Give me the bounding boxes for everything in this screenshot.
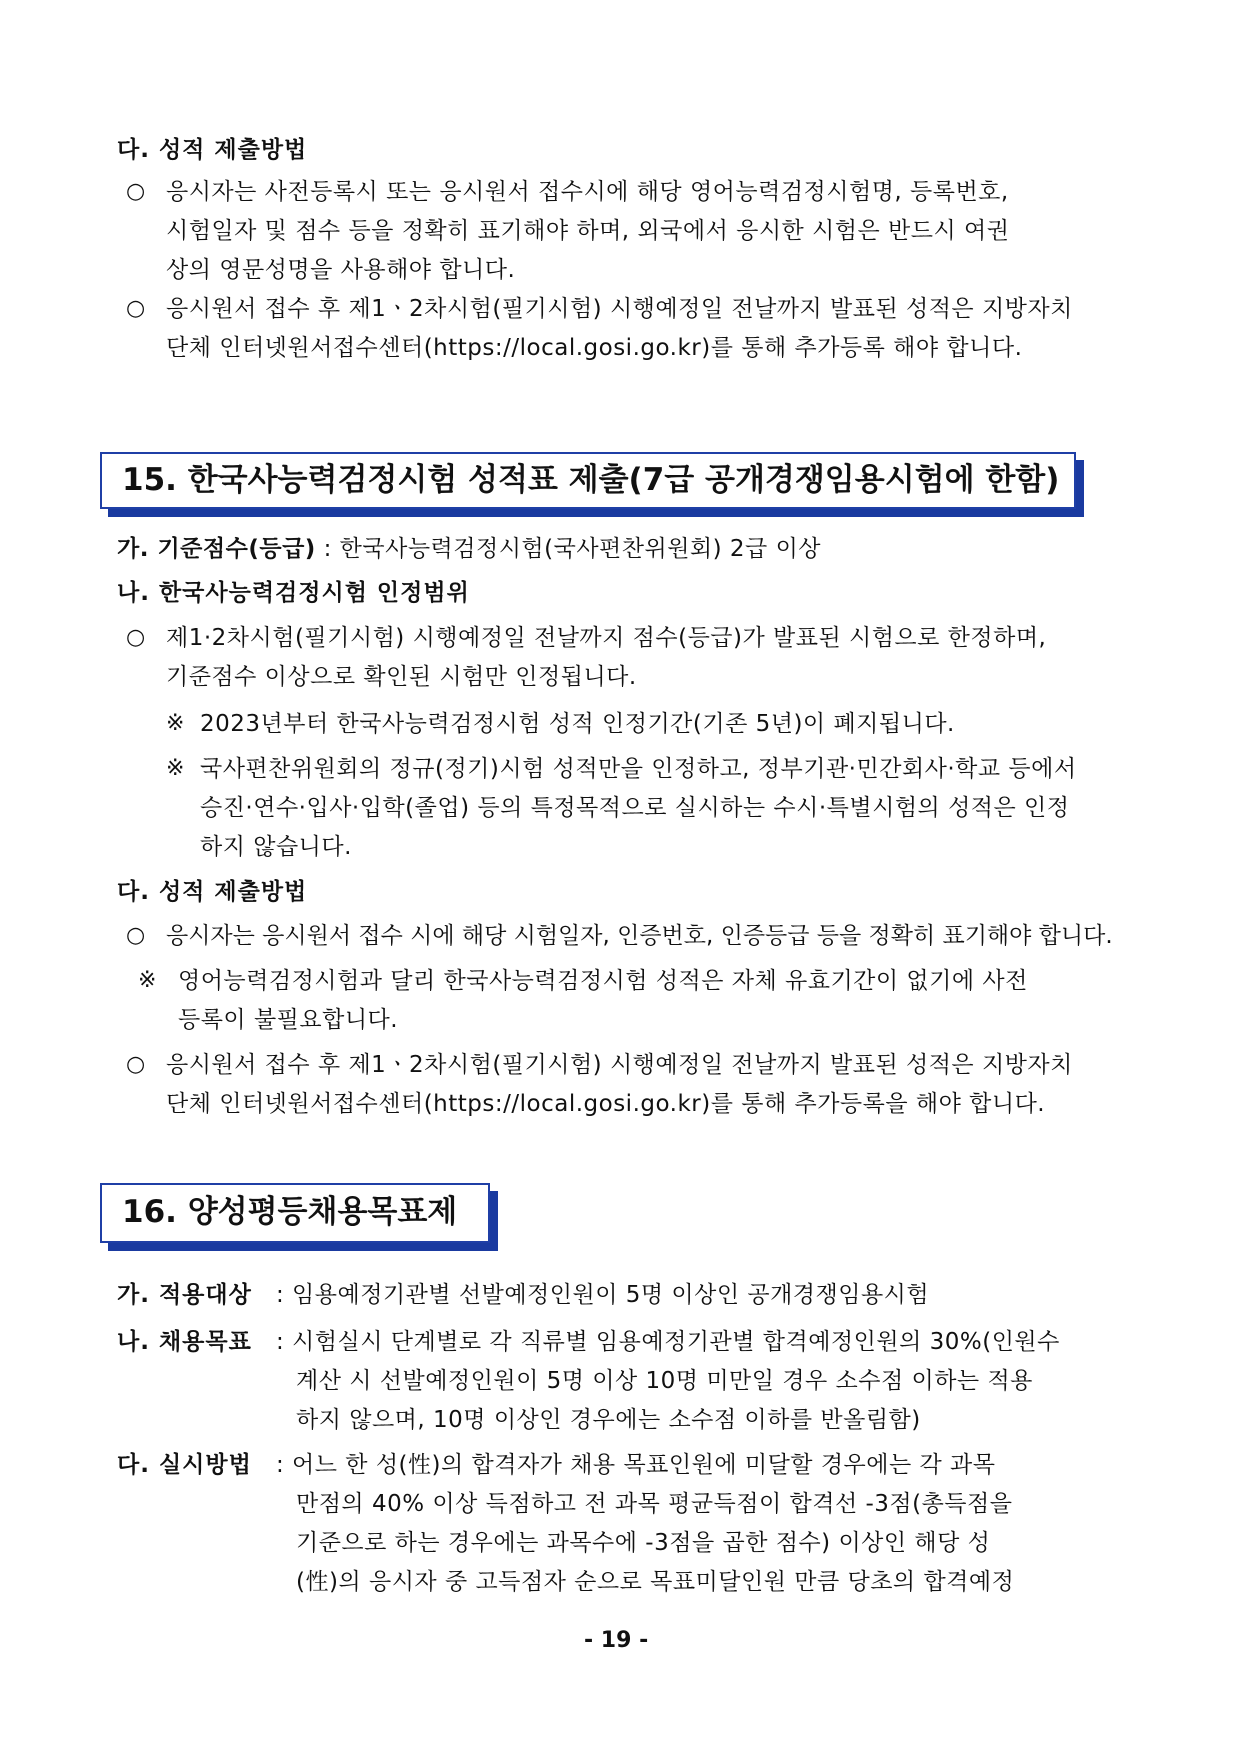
s15-na-b1-line2: 기준점수 이상으로 확인된 시험만 인정됩니다. xyxy=(166,664,637,690)
circle-bullet-icon: ○ xyxy=(126,1052,146,1077)
s15-da-note1-line1: 영어능력검정시험과 달리 한국사능력검정시험 성적은 자체 유효기간이 없기에 사전 xyxy=(178,968,1028,994)
circle-bullet-icon: ○ xyxy=(126,923,146,948)
s16-ga-label: 가. 적용대상 xyxy=(117,1282,252,1308)
s14-da-b2-line2: 단체 인터넷원서접수센터(https://local.gosi.go.kr)를 통해 추가등록 해야 합니다. xyxy=(166,335,1023,361)
circle-bullet-icon: ○ xyxy=(126,296,146,321)
s15-da-heading: 다. 성적 제출방법 xyxy=(117,879,308,905)
s16-na-line2: 계산 시 선발예정인원이 5명 이상 10명 미만일 경우 소수점 이하는 적용 xyxy=(296,1368,1033,1394)
s15-ga-item xyxy=(117,535,821,563)
s16-na-line3: 하지 않으며, 10명 이상인 경우에는 소수점 이하를 반올림함) xyxy=(296,1407,921,1433)
s16-na-label: 나. 채용목표 xyxy=(117,1329,252,1355)
reference-mark-icon: ※ xyxy=(166,711,185,736)
reference-mark-icon: ※ xyxy=(138,968,157,993)
s15-na-b1-line1: 제1·2차시험(필기시험) 시행예정일 전날까지 점수(등급)가 발표된 시험으로 한정하며, xyxy=(166,625,1047,651)
circle-bullet-icon: ○ xyxy=(126,625,146,650)
s16-na-line1: : 시험실시 단계별로 각 직류별 임용예정기관별 합격예정인원의 30%(인원수 xyxy=(276,1329,1060,1355)
s14-da-b1-line1: 응시자는 사전등록시 또는 응시원서 접수시에 해당 영어능력검정시험명, 등록번호, xyxy=(166,179,1009,205)
page-number: - 19 - xyxy=(584,1628,649,1653)
s16-da-line1: : 어느 한 성(性)의 합격자가 채용 목표인원에 미달할 경우에는 각 과목 xyxy=(276,1452,996,1478)
s15-da-b1-line1: 응시자는 응시원서 접수 시에 해당 시험일자, 인증번호, 인증등급 등을 정확히 표기해야 합니다. xyxy=(166,923,1113,949)
s14-da-b1-line3: 상의 영문성명을 사용해야 합니다. xyxy=(166,257,516,283)
s16-da-label: 다. 실시방법 xyxy=(117,1452,252,1478)
s14-da-b1-line2: 시험일자 및 점수 등을 정확히 표기해야 하며, 외국에서 응시한 시험은 반드시 여권 xyxy=(166,218,1010,244)
s15-da-note1-line2: 등록이 불필요합니다. xyxy=(178,1007,399,1033)
s15-na-note1-line1: 2023년부터 한국사능력검정시험 성적 인정기간(기존 5년)이 폐지됩니다. xyxy=(200,711,955,737)
s14-da-heading: 다. 성적 제출방법 xyxy=(117,137,308,163)
s16-da-line3: 기준으로 하는 경우에는 과목수에 -3점을 곱한 점수) 이상인 해당 성 xyxy=(296,1530,991,1556)
section-16-title: 16. 양성평등채용목표제 xyxy=(122,1194,458,1230)
s15-na-note2-line3: 하지 않습니다. xyxy=(200,834,352,860)
s16-ga-line1: : 임용예정기관별 선발예정인원이 5명 이상인 공개경쟁임용시험 xyxy=(276,1282,930,1308)
s15-da-b2-line2: 단체 인터넷원서접수센터(https://local.gosi.go.kr)를 통해 추가등록을 해야 합니다. xyxy=(166,1091,1046,1117)
s15-da-b2-line1: 응시원서 접수 후 제1ㆍ2차시험(필기시험) 시행예정일 전날까지 발표된 성적은 지방자치 xyxy=(166,1052,1073,1078)
s16-da-line2: 만점의 40% 이상 득점하고 전 과목 평균득점이 합격선 -3점(총득점을 xyxy=(296,1491,1013,1517)
s16-da-line4: (性)의 응시자 중 고득점자 순으로 목표미달인원 만큼 당초의 합격예정 xyxy=(296,1569,1015,1595)
s14-da-b2-line1: 응시원서 접수 후 제1ㆍ2차시험(필기시험) 시행예정일 전날까지 발표된 성적은 지방자치 xyxy=(166,296,1073,322)
s15-na-note2-line2: 승진·연수·입사·입학(졸업) 등의 특정목적으로 실시하는 수시·특별시험의 성적은 인정 xyxy=(200,795,1070,821)
s15-ga-text: : 한국사능력검정시험(국사편찬위원회) 2급 이상 xyxy=(315,536,822,562)
s15-na-heading: 나. 한국사능력검정시험 인정범위 xyxy=(117,580,470,606)
reference-mark-icon: ※ xyxy=(166,756,185,781)
s15-na-note2-line1: 국사편찬위원회의 정규(정기)시험 성적만을 인정하고, 정부기관·민간회사·학교 등에서 xyxy=(200,756,1077,782)
section-15-title: 15. 한국사능력검정시험 성적표 제출(7급 공개경쟁임용시험에 한함) xyxy=(122,462,1060,498)
circle-bullet-icon: ○ xyxy=(126,179,146,204)
s15-ga-label: 가. 기준점수(등급) xyxy=(117,536,316,562)
